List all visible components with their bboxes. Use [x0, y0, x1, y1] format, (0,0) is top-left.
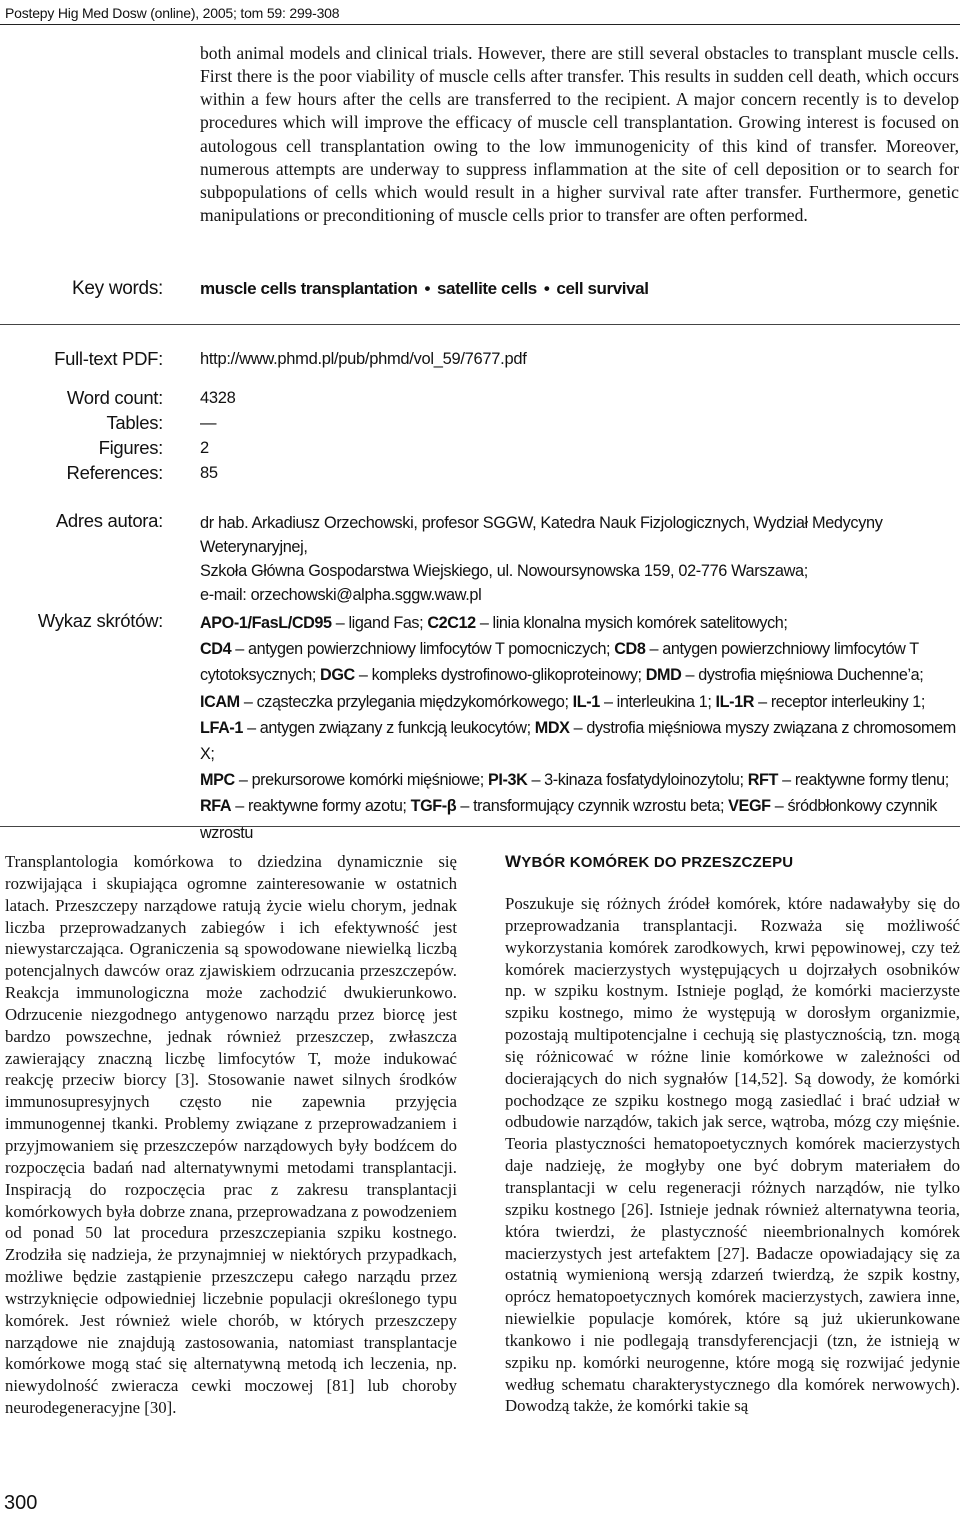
keywords-list: [200, 279, 900, 299]
abbr-term: VEGF: [728, 797, 771, 816]
abbr-def: – ligand Fas;: [331, 614, 428, 632]
figures-label: Figures:: [98, 437, 163, 458]
abbr-def: – reaktywne formy azotu;: [231, 797, 411, 816]
abbr-def: – linia klonalna mysich komórek satelitowych;: [475, 614, 788, 632]
page-number: 300: [4, 1492, 38, 1514]
tables-value: —: [200, 414, 217, 432]
abbr-def: – dystrofia mięśniowa Duchenne’a;: [681, 666, 924, 685]
fulltext-link[interactable]: http://www.phmd.pl/pub/phmd/vol_59/7677.pdf: [200, 350, 527, 368]
tables-label: Tables:: [106, 412, 163, 433]
abbr-term: LFA-1: [200, 718, 243, 737]
abbr-term: DGC: [320, 666, 355, 685]
author-address: [200, 511, 960, 607]
abbreviations-label: Wykaz skrótów:: [37, 610, 163, 631]
abbr-def: – cząsteczka przylegania międzykomórkowego;: [239, 692, 573, 711]
references-label: References:: [66, 462, 163, 483]
body-left-column: Transplantologia komórkowa to dziedzina dynamicznie się rozwijająca i skupiająca ogromne zainteresowanie w ostatnich latach. Przeszczepy narządowe ratują życie wielu chorym, jednak liczba przeprowadzanych zabiegów i ich efektywność jest niewystarczająca. Ograniczenia są spowodowane niewielką liczbą potencjalnych dawców oraz zjawiskiem odrzucania przeszczepów. Reakcja immunologiczna może zachodzić dwukierunkowo. Odrzucenie niezgodnego antygenowo narządu przez biorcę jest bardzo powszechne, jednak również przeszczep, zwłaszcza zawierający znaczną liczbę limfocytów T, może indukować reakcję przeciw biorcy [3]. Stosowanie nawet silnych środków immunosupresyjnych często nie zapewnia przyjęcia immunogennej tkanki. Problemy związane z przeprowadzaniem i przyjmowaniem się przeszczepów narządowych były bodźcem do rozpoczęcia badań nad alternatywnymi metodami transplantacji. Inspiracją do rozpoczęcia prac z zakresu transplantacji komórkowych była dobrze znana, przeprowadzana z powodzeniem od ponad 50 lat procedura przeszczepiania szpiku kostnego. Zrodziła się nadzieja, że przynajmniej w niektórych przypadkach, możliwe będzie zastąpienie przeszczepu całego narządu przez wstrzyknięcie odpowiedniej liczebnie populacji określonego typu komórek. Jest również wiele chorób, w których przeszczepy narządowe nie znajdują zastosowania, natomiast transplantacje komórkowe mogą stać się alternatywną metodą ich leczenia, np. niewydolność zwieracza cewki moczowej [81] lub choroby neurodegeneracyjne [30].: [5, 852, 457, 1418]
abbr-term: RFT: [747, 771, 779, 790]
abbr-term: DMD: [645, 666, 682, 685]
abbr-def: – reaktywne formy tlenu;: [778, 771, 949, 790]
abbr-def: – antygen związany z funkcją leukocytów;: [242, 718, 535, 737]
keyword: satellite cells: [437, 279, 537, 298]
divider: [0, 826, 960, 827]
heading-rest: YBÓR KOMÓREK DO PRZESZCZEPU: [521, 854, 794, 871]
abbr-term: IL-1: [572, 692, 600, 711]
abbreviations-list: [200, 610, 960, 846]
abbr-term: APO-1/FasL/CD95: [200, 614, 332, 632]
divider: [0, 324, 960, 325]
wordcount-label: Word count:: [66, 387, 163, 408]
address-line: Szkoła Główna Gospodarstwa Wiejskiego, ul. Nowoursynowska 159, 02-776 Warszawa;: [200, 562, 808, 580]
fulltext-label: Full-text PDF:: [54, 348, 163, 369]
keyword: muscle cells transplantation: [200, 279, 418, 298]
abbr-term: TGF-β: [410, 797, 457, 816]
abbr-term: IL-1R: [715, 692, 755, 711]
running-header: [0, 0, 960, 25]
abbr-term: CD4: [200, 640, 232, 659]
abbr-def: – kompleks dystrofinowo-glikoproteinowy;: [354, 666, 646, 685]
journal-citation: Postepy Hig Med Dosw (online), 2005; tom 59: 299-308: [5, 5, 340, 21]
abbr-def: – receptor interleukiny 1;: [754, 692, 925, 711]
heading-initial: W: [505, 852, 522, 871]
author-email[interactable]: e-mail: orzechowski@alpha.sggw.waw.pl: [200, 586, 482, 604]
abbr-term: MDX: [534, 718, 570, 737]
abbr-term: ICAM: [200, 692, 240, 711]
abbr-term: MPC: [200, 771, 235, 790]
abbr-def: – dystrofia mięśniowa myszy związana z chromosomem X;: [200, 718, 956, 764]
abbr-def: – antygen powierzchniowy limfocytów T cytotoksycznych;: [200, 640, 919, 685]
keyword-separator: •: [424, 279, 430, 298]
abbr-def: – 3-kinaza fosfatydyloinozytolu;: [527, 771, 748, 790]
abbr-def: – prekursorowe komórki mięśniowe;: [234, 771, 488, 790]
address-label: Adres autora:: [55, 510, 163, 531]
abbr-def: – śródbłonkowy czynnik wzrostu: [200, 797, 937, 842]
abbr-term: C2C12: [427, 614, 476, 632]
abbr-def: – transformujący czynnik wzrostu beta;: [456, 797, 729, 816]
abstract-continuation: both animal models and clinical trials. However, there are still several obstacles to transplant muscle cells. First there is the poor viability of muscle cells after transfer. This results in sudden cell death, which occurs within a few hours after the cells are transferred to the recipient. A major concern recently is to develop procedures which will improve the efficacy of muscle cell transplantation. Growing interest is focused on autologous cell transplantation owing to the low immunogenicity of this kind of transfer. Moreover, numerous attempts are underway to suppress inflammation at the site of cell deposition or to search for subpopulations of cells which would result in a higher survival rate after transfer. Furthermore, genetic manipulations or preconditioning of muscle cells prior to transfer are often performed.: [200, 43, 959, 226]
abbr-term: PI-3K: [487, 771, 528, 790]
keyword: cell survival: [556, 279, 649, 298]
figures-value: 2: [200, 439, 209, 457]
wordcount-value: 4328: [200, 389, 236, 407]
keywords-label: Key words:: [72, 278, 163, 299]
keyword-separator: •: [543, 279, 550, 298]
abbr-term: CD8: [614, 640, 646, 659]
abbr-term: RFA: [200, 797, 232, 816]
address-line: dr hab. Arkadiusz Orzechowski, profesor SGGW, Katedra Nauk Fizjologicznych, Wydział Medycyny Weterynaryjnej,: [200, 514, 883, 556]
abbr-def: – antygen powierzchniowy limfocytów T pomocniczych;: [231, 640, 615, 659]
abbr-def: – interleukina 1;: [599, 692, 716, 711]
section-heading: [505, 852, 793, 872]
references-value: 85: [200, 464, 218, 482]
body-right-column: Poszukuje się różnych źródeł komórek, które nadawałyby się do przeprowadzania transplantacji. Rozważa się możliwość wykorzystania komórek zarodkowych, krwi pępowinowej, czy też komórek macierzystych występujących u dojrzałych osobników np. w szpiku kostnym. Istnieje pogląd, że komórki macierzyste szpiku kostnego, mimo że występują w dorosłym organizmie, pozostają multipotencjalne i cechują się plastycznością, tzn. mogą się różnicować w różne linie komórkowe w zależności od docierających do nich sygnałów [14,52]. Są dowody, że komórki pochodzące ze szpiku kostnego mogą zasiedlać i brać udział w odbudowie narządów, takich jak serce, wątroba, mózg czy mięśnie. Teoria plastyczności hematopoetycznych komórek macierzystych daje nadzieję, że mogłyby one być dobrym materiałem do transplantacji w celu regeneracji różnych narządów, nie tylko szpiku kostnego [26]. Istnieje jednak również alternatywna teoria, która twierdzi, że plastyczność nieembrionalnych komórek macierzystych jest artefaktem [27]. Badacze opowiadający się za ostatnią wymienioną wersją zdarzeń twierdzą, że szpik kostny, oprócz hematopoetycznych komórek macierzystych, zawiera inne, niewielkie populacje komórek, które są już ukierunkowane tkankowo i nie podlegają transdyferencjacji (tzn, że istnieją w szpiku np. komórki neurogenne, które mogą się rozwijać jedynie według schematu charakterystycznego dla komórek nerwowych). Dowodzą także, że komórki takie są: [505, 894, 960, 1416]
